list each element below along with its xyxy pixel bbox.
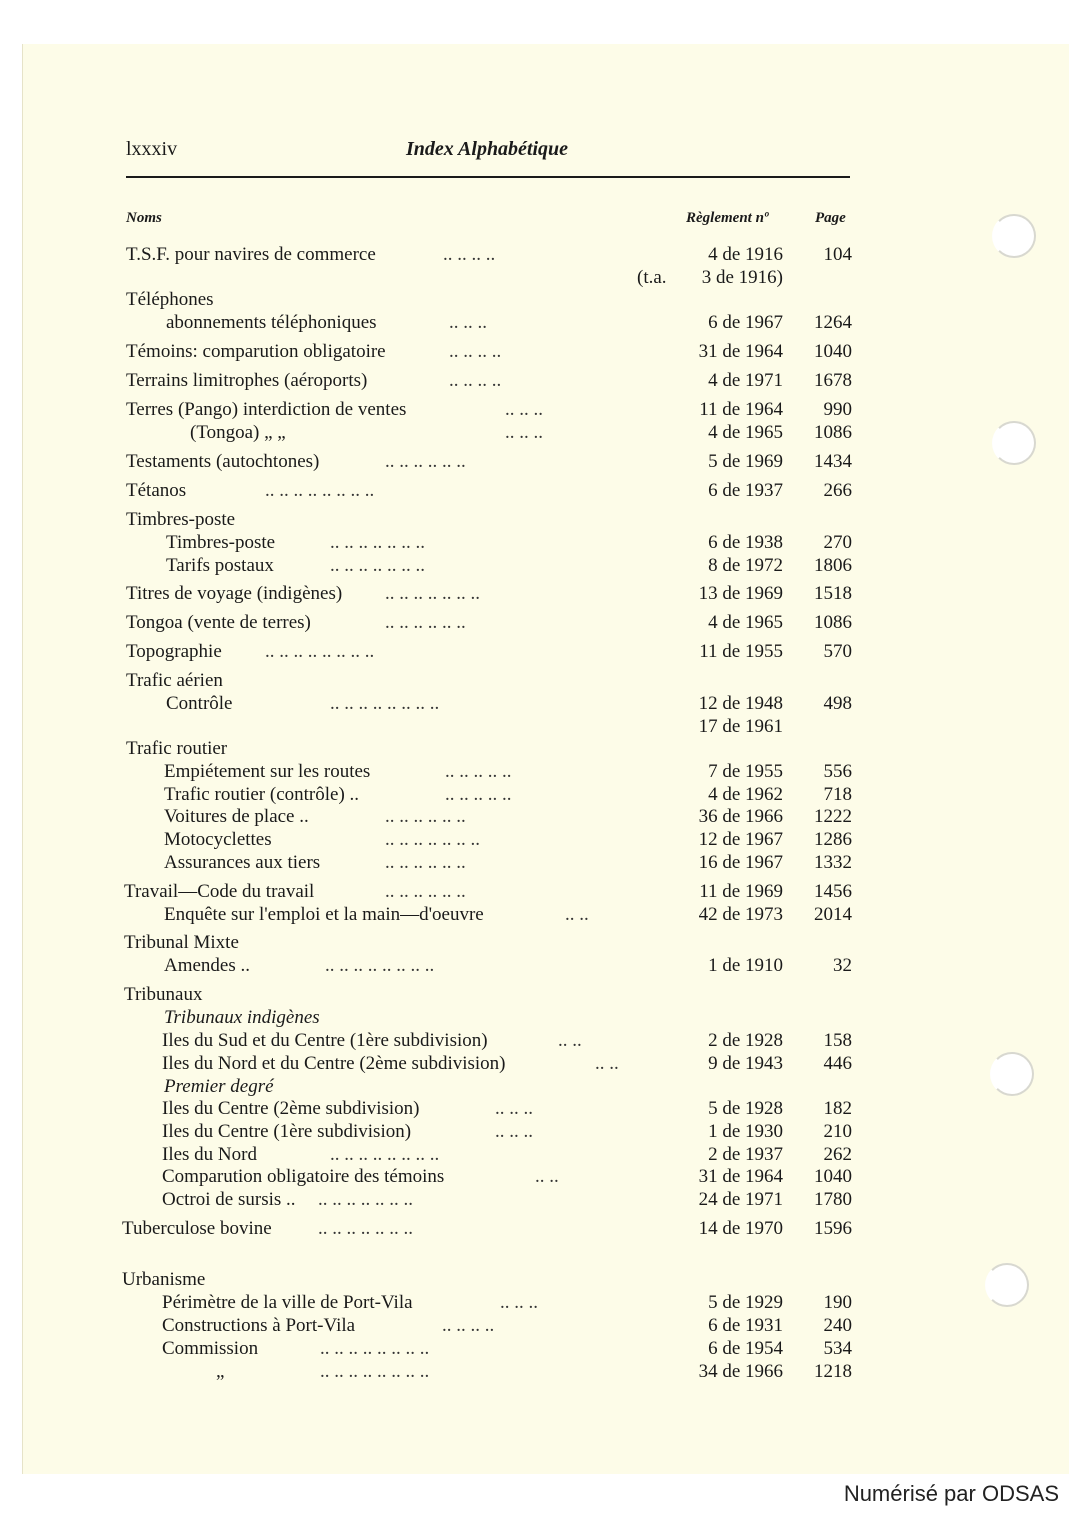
entry-name: Timbres-poste (166, 532, 276, 553)
index-row (0, 1189, 1073, 1211)
entry-page: 1678 (814, 370, 852, 391)
entry-reglement: 1 de 1930 (708, 1121, 783, 1142)
index-row (0, 370, 1073, 392)
leader-dots: .. .. .. .. .. .. .. .. (265, 641, 375, 662)
entry-name: Périmètre de la ville de Port-Vila (162, 1292, 413, 1313)
index-row (0, 1338, 1073, 1360)
entry-name: Trafic routier (contrôle) .. (164, 784, 360, 805)
entry-name: „ (216, 1361, 225, 1382)
index-row (0, 532, 1073, 554)
entry-reglement: 17 de 1961 (698, 716, 783, 737)
leader-dots: .. .. .. .. (442, 1315, 495, 1336)
entry-reglement: 4 de 1965 (708, 612, 783, 633)
leader-dots: .. .. (565, 904, 589, 925)
index-row (0, 881, 1073, 903)
entry-page: 1218 (814, 1361, 852, 1382)
index-row (0, 422, 1073, 444)
entry-page: 556 (823, 761, 852, 782)
leader-dots: .. .. .. (505, 399, 543, 420)
index-row (0, 852, 1073, 874)
index-row (0, 1292, 1073, 1314)
entry-page: 1456 (814, 881, 852, 902)
leader-dots: .. .. .. .. .. .. (385, 612, 466, 633)
index-row (0, 612, 1073, 634)
entry-page: 32 (833, 955, 852, 976)
index-row (0, 670, 1073, 692)
entry-name: Iles du Centre (1ère subdivision) (162, 1121, 412, 1142)
entry-reglement: 3 de 1916) (701, 267, 783, 288)
entry-page: 1596 (814, 1218, 852, 1239)
entry-name: Titres de voyage (indigènes) (126, 583, 343, 604)
entry-name: Tarifs postaux (166, 555, 274, 576)
index-row (0, 784, 1073, 806)
leader-dots: .. .. .. .. .. .. .. .. (330, 1144, 440, 1165)
entry-page: 1040 (814, 341, 852, 362)
entry-name: Testaments (autochtones) (126, 451, 320, 472)
leader-dots: .. .. .. .. .. .. .. .. (265, 480, 375, 501)
entry-name: Urbanisme (122, 1269, 206, 1290)
entry-name: Tétanos (126, 480, 187, 501)
entry-reglement: 4 de 1916 (708, 244, 783, 265)
index-row (0, 738, 1073, 760)
entry-name: Iles du Nord (162, 1144, 257, 1165)
page-title: Index Alphabétique (406, 138, 569, 160)
leader-dots: .. .. .. .. .. .. (385, 852, 466, 873)
entry-reglement: 6 de 1931 (708, 1315, 783, 1336)
entry-name: Enquête sur l'emploi et la main—d'oeuvre (164, 904, 484, 925)
entry-reglement: 24 de 1971 (698, 1189, 783, 1210)
entry-reglement: 4 de 1971 (708, 370, 783, 391)
entry-name: Comparution obligatoire des témoins (162, 1166, 445, 1187)
entry-name: Tongoa (vente de terres) (126, 612, 311, 633)
leader-dots: .. .. .. .. .. .. .. (385, 583, 480, 604)
entry-reglement: 6 de 1937 (708, 480, 783, 501)
entry-name: Terrains limitrophes (aéroports) (126, 370, 368, 391)
index-row (0, 806, 1073, 828)
leader-dots: .. .. (558, 1030, 582, 1051)
entry-page: 210 (823, 1121, 852, 1142)
index-row (0, 1315, 1073, 1337)
index-row (0, 904, 1073, 926)
leader-dots: .. .. (595, 1053, 619, 1074)
entry-reglement: 6 de 1938 (708, 532, 783, 553)
entry-reglement: 5 de 1929 (708, 1292, 783, 1313)
entry-name: Voitures de place .. (164, 806, 309, 827)
entry-page: 270 (823, 532, 852, 553)
entry-name: Tuberculose bovine (122, 1218, 272, 1239)
entry-name: Iles du Sud et du Centre (1ère subdivision) (162, 1030, 488, 1051)
entry-page: 266 (823, 480, 852, 501)
entry-amendment-note: (t.a. (637, 267, 667, 288)
entry-reglement: 6 de 1967 (708, 312, 783, 333)
leader-dots: .. .. .. .. .. .. (385, 806, 466, 827)
entry-page: 262 (823, 1144, 852, 1165)
entry-reglement: 11 de 1969 (699, 881, 783, 902)
entry-reglement: 12 de 1967 (698, 829, 783, 850)
entry-name: Iles du Centre (2ème subdivision) (162, 1098, 420, 1119)
entry-reglement: 9 de 1943 (708, 1053, 783, 1074)
entry-page: 1780 (814, 1189, 852, 1210)
leader-dots: .. .. .. .. .. .. .. .. (330, 693, 440, 714)
index-row (0, 829, 1073, 851)
leader-dots: .. .. .. .. .. .. .. (330, 532, 425, 553)
index-row (0, 1030, 1073, 1052)
entry-page: 190 (823, 1292, 852, 1313)
entry-page: 570 (823, 641, 852, 662)
entry-page: 1332 (814, 852, 852, 873)
leader-dots: .. .. (535, 1166, 559, 1187)
leader-dots: .. .. .. (495, 1121, 533, 1142)
column-header-page: Page (815, 210, 846, 226)
entry-name: Assurances aux tiers (164, 852, 321, 873)
entry-name: (Tongoa) „ „ (190, 422, 286, 443)
entry-page: 1518 (814, 583, 852, 604)
entry-reglement: 6 de 1954 (708, 1338, 783, 1359)
leader-dots: .. .. .. .. (443, 244, 496, 265)
index-row (0, 984, 1073, 1006)
index-row (0, 480, 1073, 502)
entry-reglement: 5 de 1928 (708, 1098, 783, 1119)
entry-reglement: 11 de 1955 (699, 641, 783, 662)
entry-reglement: 7 de 1955 (708, 761, 783, 782)
leader-dots: .. .. .. (505, 422, 543, 443)
index-row (0, 289, 1073, 311)
entry-page: 2014 (814, 904, 852, 925)
entry-reglement: 8 de 1972 (708, 555, 783, 576)
entry-page: 1086 (814, 422, 852, 443)
entry-page: 1264 (814, 312, 852, 333)
entry-page: 158 (823, 1030, 852, 1051)
index-row (0, 1166, 1073, 1188)
entry-name: Tribunaux indigènes (164, 1007, 320, 1028)
entry-name: Amendes .. (164, 955, 251, 976)
index-row (0, 693, 1073, 715)
leader-dots: .. .. .. .. .. .. .. (318, 1189, 413, 1210)
leader-dots: .. .. .. .. .. .. .. .. (320, 1338, 430, 1359)
entry-page: 1086 (814, 612, 852, 633)
entry-name: Trafic routier (126, 738, 228, 759)
entry-name: Timbres-poste (126, 509, 236, 530)
entry-reglement: 5 de 1969 (708, 451, 783, 472)
entry-page: 1806 (814, 555, 852, 576)
entry-reglement: 13 de 1969 (698, 583, 783, 604)
entry-name: Tribunaux (124, 984, 203, 1005)
entry-page: 446 (823, 1053, 852, 1074)
index-row (0, 1218, 1073, 1240)
entry-name: Premier degré (164, 1076, 274, 1097)
entry-name: Contrôle (166, 693, 233, 714)
leader-dots: .. .. .. .. (449, 341, 502, 362)
leader-dots: .. .. .. .. (449, 370, 502, 391)
entry-reglement: 42 de 1973 (698, 904, 783, 925)
entry-name: Iles du Nord et du Centre (2ème subdivision) (162, 1053, 506, 1074)
entry-name: Trafic aérien (126, 670, 223, 691)
entry-page: 240 (823, 1315, 852, 1336)
index-row (0, 555, 1073, 577)
entry-reglement: 12 de 1948 (698, 693, 783, 714)
entry-reglement: 31 de 1964 (698, 1166, 783, 1187)
entry-page: 104 (823, 244, 852, 265)
entry-name: Terres (Pango) interdiction de ventes (126, 399, 407, 420)
entry-name: Constructions à Port-Vila (162, 1315, 356, 1336)
entry-page: 534 (823, 1338, 852, 1359)
leader-dots: .. .. .. .. .. .. .. (385, 829, 480, 850)
entry-page: 990 (823, 399, 852, 420)
index-row (0, 955, 1073, 977)
index-row (0, 716, 1073, 738)
entry-reglement: 31 de 1964 (698, 341, 783, 362)
entry-reglement: 34 de 1966 (698, 1361, 783, 1382)
leader-dots: .. .. .. .. .. (445, 784, 512, 805)
entry-name: Travail—Code du travail (124, 881, 315, 902)
entry-name: abonnements téléphoniques (166, 312, 377, 333)
entry-name: T.S.F. pour navires de commerce (126, 244, 376, 265)
entry-reglement: 2 de 1937 (708, 1144, 783, 1165)
entry-name: Tribunal Mixte (124, 932, 239, 953)
entry-page: 1040 (814, 1166, 852, 1187)
entry-reglement: 4 de 1965 (708, 422, 783, 443)
leader-dots: .. .. .. .. .. .. .. .. (325, 955, 435, 976)
digitization-credit: Numérisé par ODSAS (843, 1481, 1059, 1506)
index-row (0, 1007, 1073, 1029)
entry-reglement: 36 de 1966 (698, 806, 783, 827)
index-row (0, 399, 1073, 421)
entry-page: 182 (823, 1098, 852, 1119)
entry-reglement: 1 de 1910 (708, 955, 783, 976)
index-row (0, 761, 1073, 783)
entry-reglement: 14 de 1970 (698, 1218, 783, 1239)
entry-name: Commission (162, 1338, 259, 1359)
leader-dots: .. .. .. .. .. .. .. (330, 555, 425, 576)
index-row (0, 451, 1073, 473)
entry-page: 718 (823, 784, 852, 805)
leader-dots: .. .. .. .. .. .. (385, 881, 466, 902)
entry-page: 498 (823, 693, 852, 714)
index-row (0, 641, 1073, 663)
column-header-reglement: Règlement nº (686, 210, 769, 226)
entry-name: Téléphones (126, 289, 214, 310)
column-header-noms: Noms (126, 210, 162, 226)
entry-name: Octroi de sursis .. (162, 1189, 296, 1210)
index-row (0, 1098, 1073, 1120)
index-row (0, 267, 1073, 289)
index-row (0, 1269, 1073, 1291)
entry-reglement: 11 de 1964 (699, 399, 783, 420)
index-row (0, 312, 1073, 334)
entry-page: 1434 (814, 451, 852, 472)
index-row (0, 1053, 1073, 1075)
index-row (0, 244, 1073, 266)
entry-name: Topographie (126, 641, 222, 662)
index-row (0, 932, 1073, 954)
entry-page: 1286 (814, 829, 852, 850)
leader-dots: .. .. .. (500, 1292, 538, 1313)
index-row (0, 1121, 1073, 1143)
leader-dots: .. .. .. .. .. .. .. (318, 1218, 413, 1239)
leader-dots: .. .. .. (449, 312, 487, 333)
index-row (0, 1144, 1073, 1166)
index-row (0, 583, 1073, 605)
entry-name: Motocyclettes (164, 829, 272, 850)
index-row (0, 341, 1073, 363)
index-row (0, 509, 1073, 531)
page-folio: lxxxiv (126, 138, 178, 160)
leader-dots: .. .. .. (495, 1098, 533, 1119)
index-row (0, 1361, 1073, 1383)
entry-reglement: 4 de 1962 (708, 784, 783, 805)
entry-page: 1222 (814, 806, 852, 827)
leader-dots: .. .. .. .. .. .. (385, 451, 466, 472)
leader-dots: .. .. .. .. .. (445, 761, 512, 782)
entry-name: Témoins: comparution obligatoire (126, 341, 386, 362)
index-row (0, 1076, 1073, 1098)
entry-name: Empiétement sur les routes (164, 761, 371, 782)
entry-reglement: 16 de 1967 (698, 852, 783, 873)
entry-reglement: 2 de 1928 (708, 1030, 783, 1051)
leader-dots: .. .. .. .. .. .. .. .. (320, 1361, 430, 1382)
